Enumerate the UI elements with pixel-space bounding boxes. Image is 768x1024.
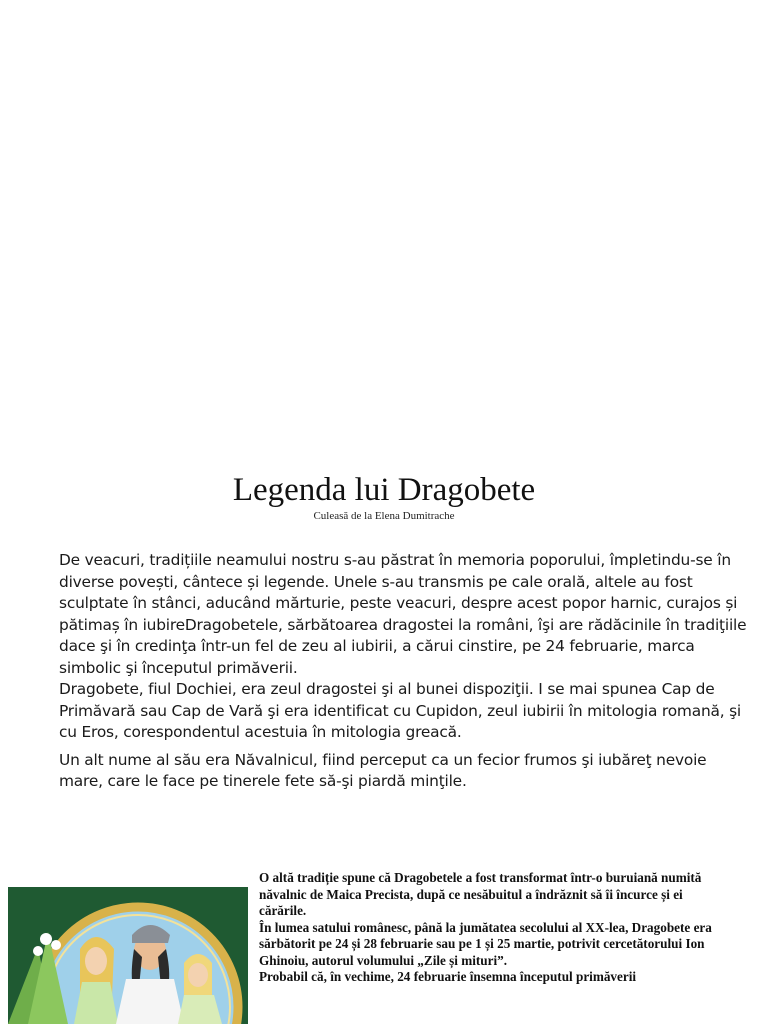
side-paragraph-navalnic: O altă tradiție spune că Dragobetele a fost transformat într-o buruiană numită năvalnic de Maica Precista, după ce nesăbuitul a îndrăznit să îi încurce și ei cărările. [259, 870, 702, 918]
page-title: Legenda lui Dragobete [232, 472, 536, 508]
dragobete-illustration [8, 887, 248, 1024]
main-text [59, 550, 749, 793]
side-paragraph-ghinoiu: În lumea satului românesc, până la jumătatea secolului al XX-lea, Dragobete era sărbătorit pe 24 și 28 februarie sau pe 1 și 25 martie, potrivit cercetătorului Ion Ghinoiu, autorul volumului „Zile și mituri”. [259, 919, 712, 968]
paragraph-dragobete: Dragobete, fiul Dochiei, era zeul dragostei şi al bunei dispoziţii. I se mai spunea Cap de Primăvară sau Cap de Vară şi era identificat cu Cupidon, zeul iubirii în mitologia romană, şi cu Eros, corespondentul acestuia în mitologia greacă. [59, 680, 742, 741]
paragraph-navalnicul: Un alt nume al său era Năvalnicul, fiind perceput ca un fecior frumos şi iubăreţ nevoie mare, care le face pe tinerele fete să-şi piardă minţile. [59, 750, 707, 790]
byline: Culeasă de la Elena Dumitrache [313, 510, 455, 522]
side-text [259, 870, 714, 986]
illustration-art [8, 887, 248, 1024]
paragraph-intro: De veacuri, tradițiile neamului nostru s-au păstrat în memoria poporului, împletindu-se în diverse povești, cântece și legende. Unele s-au transmis pe cale orală, altele au fost sculptate în stânci, aducând mărturie, peste veacuri, despre acest popor harnic, curajos și pătimaș în iubireDragobetele, sărbătoarea dragostei la români, îşi are rădăcinile în tradiţiile dace şi în credinţa într-un fel de zeu al iubirii, a cărui cinstire, pe 24 februarie, marca simbolic şi începutul primăverii. [59, 551, 747, 677]
side-paragraph-primavara: Probabil că, în vechime, 24 februarie însemna începutul primăverii [259, 969, 637, 984]
